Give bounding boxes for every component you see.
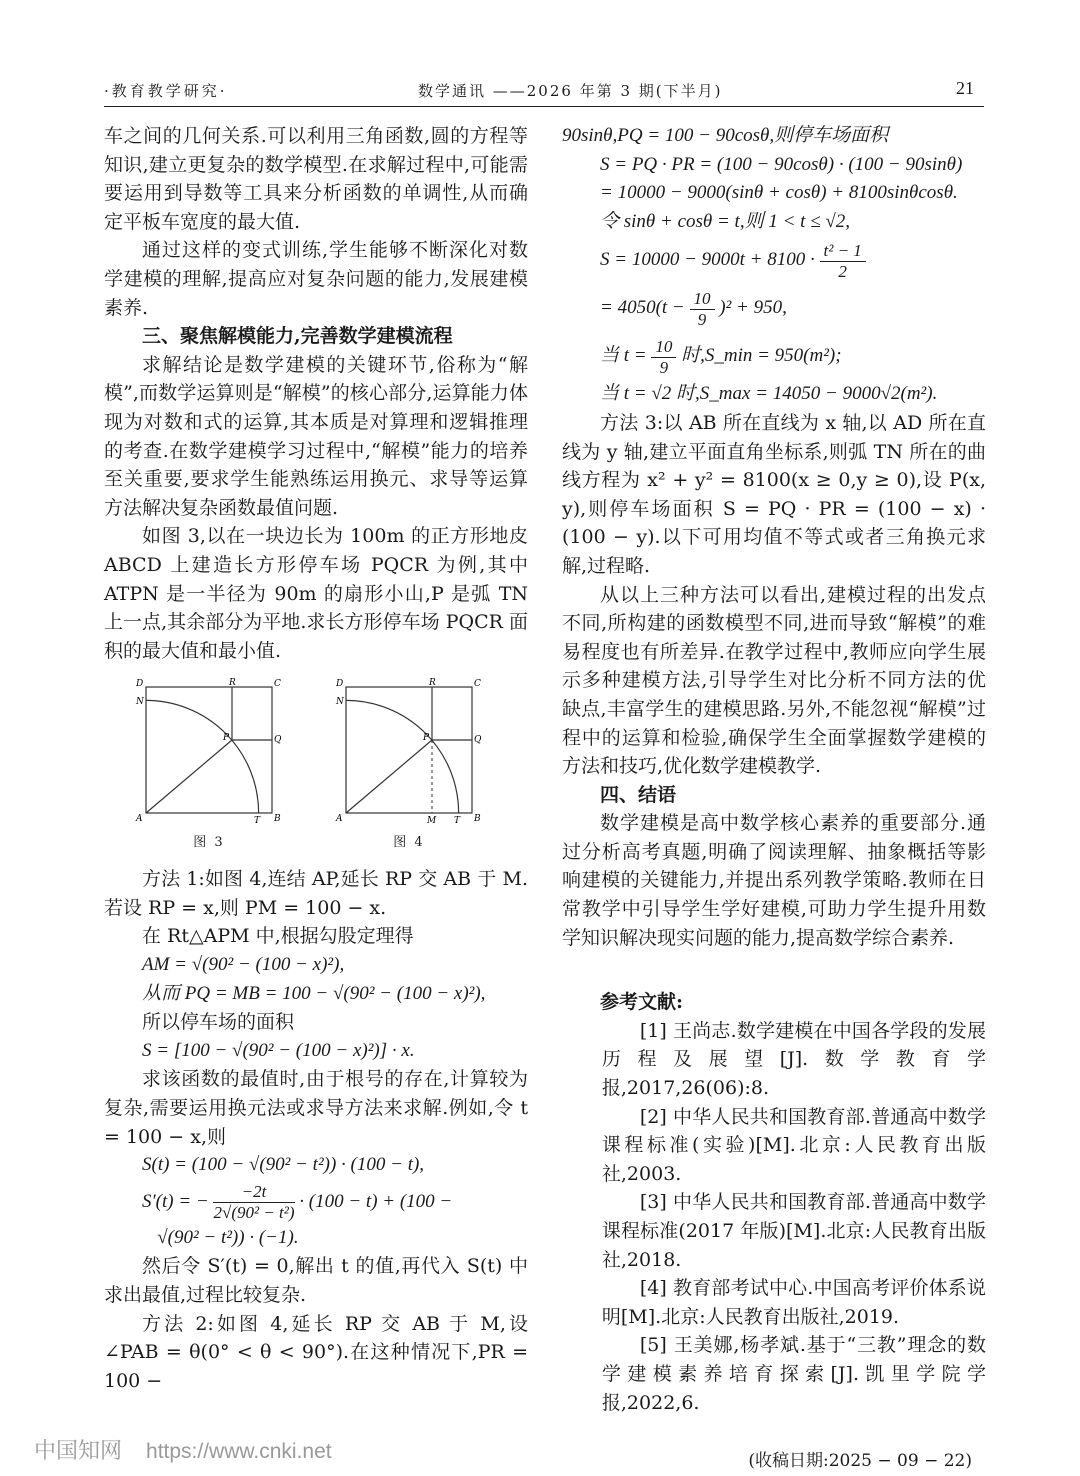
equation: 90sinθ,PQ = 100 − 90cosθ,则停车场面积	[562, 125, 889, 146]
method-1: 方法 1:如图 4,连结 AP,延长 RP 交 AB 于 M.若设 RP = x,则 PM = 100 − x.	[104, 868, 528, 919]
equation: √(90² − t²)) · (−1).	[157, 1226, 299, 1248]
paragraph: 然后令 S′(t) = 0,解出 t 的值,再代入 S(t) 中求出最值,过程比较复杂.	[104, 1255, 528, 1306]
paragraph: 车之间的几何关系.可以利用三角函数,圆的方程等知识,建立更复杂的数学模型.在求解过程中,可能需要运用到导数等工具来分析函数的单调性,从而确定平板车宽度的最大值.	[104, 125, 528, 233]
figure-3-diagram	[134, 675, 284, 825]
figure-3	[134, 675, 284, 858]
equation	[562, 284, 986, 332]
left-column	[104, 122, 528, 1395]
numerator: 10	[690, 289, 715, 310]
label-c: C	[474, 679, 481, 690]
figure-4-diagram	[334, 675, 484, 825]
paragraph: 求该函数的最值时,由于根号的存在,计算较为复杂,需要运用换元法或求导方法来求解.例如,令 t = 100 − x,则	[104, 1068, 528, 1148]
denominator: 2√(90² − t²)	[213, 1202, 295, 1222]
equation: AM = √(90² − (100 − x)²),	[142, 954, 345, 976]
label-r: R	[229, 678, 236, 689]
equation: 令 sinθ + cosθ = t,则 1 < t ≤ √2,	[600, 210, 851, 232]
section-label: ·教育教学研究·	[104, 82, 228, 100]
page-number: 21	[956, 78, 974, 98]
denominator: 2	[838, 261, 847, 281]
label-p: P	[223, 733, 230, 744]
fraction	[213, 1182, 294, 1223]
equation	[562, 236, 986, 284]
label-r: R	[429, 678, 436, 689]
equation: S = PQ · PR = (100 − 90cosθ) · (100 − 90sinθ)	[600, 153, 963, 175]
figures	[104, 675, 528, 865]
eq-part: 时,S_min = 950(m²);	[681, 345, 842, 367]
numerator: −2t	[213, 1182, 294, 1203]
numerator: 10	[651, 337, 676, 358]
equation: S(t) = (100 − √(90² − t²)) · (100 − t),	[142, 1154, 425, 1176]
reference-item: [3] 中华人民共和国教育部.普通高中数学课程标准(2017 年版)[M].北京:人民教育出版社,2018.	[601, 1191, 986, 1271]
eq-part: )² + 950,	[719, 297, 787, 319]
header-rule	[104, 106, 984, 107]
label-a: A	[336, 814, 343, 825]
section-heading: 三、聚焦解模能力,完善数学建模流程	[142, 325, 453, 348]
journal-title: 数学通讯 ——2026 年第 3 期(下半月)	[418, 82, 723, 100]
segment-ap	[346, 740, 432, 813]
label-n: N	[336, 697, 344, 708]
equation: 当 t = √2 时,S_max = 14050 − 9000√2(m²).	[600, 383, 938, 405]
eq-part: S = 10000 − 9000t + 8100 ·	[600, 249, 815, 271]
label-d: D	[336, 679, 344, 690]
watermark	[34, 1434, 332, 1465]
figure-3-caption: 图 3	[193, 835, 225, 851]
label-q: Q	[474, 735, 482, 746]
fraction	[651, 337, 676, 378]
label-t: T	[454, 816, 461, 826]
label-c: C	[274, 679, 281, 690]
paragraph: 所以停车场的面积	[142, 1011, 295, 1034]
label-p: P	[423, 733, 430, 744]
reference-item: [5] 王美娜,杨孝斌.基于“三教”理念的数学建模素养培育探索[J].凯里学院学报,2022,6.	[601, 1334, 986, 1414]
label-a: A	[136, 814, 143, 825]
fraction	[820, 241, 866, 282]
paragraph: 从以上三种方法可以看出,建模过程的出发点不同,所构建的函数模型不同,进而导致“解模”的难易程度也有所差异.在教学过程中,教师应向学生展示多种建模方法,引导学生对比分析不同方法的优缺点,丰富学生的建模思路.另外,不能忽视“解模”过程中的运算和检验,确保学生全面掌握数学建模的方法和技巧,优化数学建模教学.	[562, 583, 986, 778]
watermark-brand: 中国知网	[34, 1438, 123, 1463]
label-b: B	[474, 814, 481, 825]
label-t: T	[254, 816, 261, 826]
eq-part: · (100 − t) + (100 −	[299, 1190, 453, 1212]
reference-item: [4] 教育部考试中心.中国高考评价体系说明[M].北京:人民教育出版社,2019.	[601, 1277, 986, 1328]
section-heading: 四、结语	[600, 783, 677, 806]
watermark-url: https://www.cnki.net	[146, 1440, 332, 1463]
paragraph: 通过这样的变式训练,学生能够不断深化对数学建模的理解,提高应对复杂问题的能力,发展建模素养.	[104, 239, 528, 319]
square-abcd	[346, 687, 472, 813]
problem-statement: 如图 3,以在一块边长为 100m 的正方形地皮 ABCD 上建造长方形停车场 PQCR 为例,其中 ATPN 是一半径为 90m 的扇形小山,P 是弧 TN 上一点,其余部分为平地.求长方形停车场 PQCR 面积的最大值和最小值.	[104, 525, 528, 662]
reference-item: [1] 王尚志.数学建模在中国各学段的发展历程及展望[J].数学教育学报,2017,26(06):8.	[601, 1019, 986, 1100]
paragraph: 数学建模是高中数学核心素养的重要部分.通过分析高考真题,明确了阅读理解、抽象概括等影响建模的关键能力,并提出系列教学策略.教师在日常教学中引导学生学好建模,可助力学生提升用数学知识解决现实问题的能力,提高数学综合素养.	[562, 812, 986, 949]
rect-pqcr	[232, 687, 272, 740]
label-q: Q	[274, 735, 282, 746]
fraction	[690, 289, 715, 330]
figure-4	[334, 675, 484, 858]
square-abcd	[146, 687, 272, 813]
figure-4-caption: 图 4	[393, 835, 425, 851]
denominator: 9	[697, 309, 707, 329]
label-n: N	[136, 697, 144, 708]
references-title: 参考文献:	[600, 991, 684, 1014]
label-d: D	[136, 679, 144, 690]
label-m: M	[427, 816, 437, 826]
arc-tn	[346, 701, 459, 814]
equation	[562, 332, 986, 380]
denominator: 9	[659, 357, 669, 377]
numerator: t² − 1	[820, 241, 866, 262]
segment-ap	[146, 740, 232, 813]
equation	[104, 1180, 528, 1224]
right-column	[562, 122, 986, 1476]
eq-part: S′(t) = −	[142, 1190, 209, 1212]
paragraph: 求解结论是数学建模的关键环节,俗称为“解模”,而数学运算则是“解模”的核心部分,运算能力体现为对数和式的运算,其本质是对算理和逻辑推理的考查.在数学建模学习过程中,“解模”能力的培养至关重要,要求学生能熟练运用换元、求导等运算方法解决复杂函数最值问题.	[104, 353, 528, 519]
arc-tn	[146, 701, 259, 814]
equation: = 10000 − 9000(sinθ + cosθ) + 8100sinθcosθ.	[600, 182, 958, 204]
method-3: 方法 3:以 AB 所在直线为 x 轴,以 AD 所在直线为 y 轴,建立平面直角坐标系,则弧 TN 所在的曲线方程为 x² + y² = 8100(x ≥ 0,y ≥ 0),设 P(x, y),则停车场面积 S = PQ · PR = (100 − x) · (100 − y).以下可用均值不等式或者三角换元求解,过程略.	[562, 411, 986, 577]
paragraph: 在 Rt△APM 中,根据勾股定理得	[142, 925, 414, 948]
equation: 从而 PQ = MB = 100 − √(90² − (100 − x)²),	[142, 982, 486, 1004]
eq-part: 当 t =	[600, 345, 647, 367]
label-b: B	[274, 814, 281, 825]
rect-pqcr	[432, 687, 472, 740]
running-header	[104, 78, 984, 108]
equation: S = [100 − √(90² − (100 − x)²)] · x.	[142, 1039, 415, 1061]
reference-item: [2] 中华人民共和国教育部.普通高中数学课程标准(实验)[M].北京:人民教育出版社,2003.	[601, 1105, 986, 1185]
eq-part: = 4050(t −	[600, 297, 685, 319]
method-2: 方法 2:如图 4,延长 RP 交 AB 于 M,设 ∠PAB = θ(0° < θ < 90°).在这种情况下,PR = 100 −	[104, 1312, 528, 1392]
received-date: (收稿日期:2025 − 09 − 22)	[748, 1451, 972, 1472]
